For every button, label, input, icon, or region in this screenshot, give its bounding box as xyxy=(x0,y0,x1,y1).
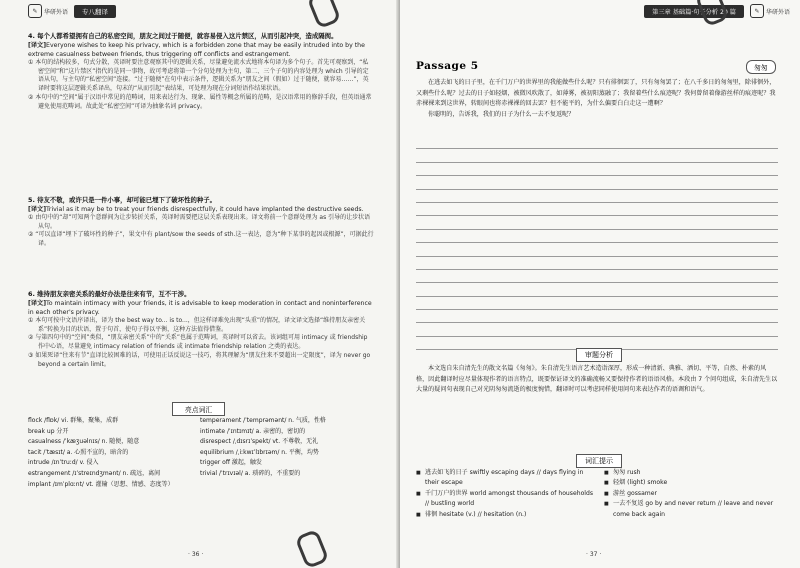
sentence-item-5 xyxy=(28,196,374,249)
vocab-item: temperament /ˈtemprəmənt/ n. 气质，性格 xyxy=(200,417,326,424)
vocab-hint-item: ■ 一去不复返 go by and never return // leave and never come back again xyxy=(604,499,780,520)
answer-line[interactable] xyxy=(416,230,778,243)
publisher-logo xyxy=(750,4,790,18)
passage-paragraph: 你聪明的，告诉我，我们的日子为什么一去不复返呢？ xyxy=(428,110,575,118)
vocab-hint-item: ■ 游丝 gossamer xyxy=(604,489,780,499)
vocab-item: break up 分开 xyxy=(28,427,69,435)
vocab-item: flock /flɒk/ vi. 群集，聚集，成群 xyxy=(28,417,119,424)
analysis-title: 审题分析 xyxy=(576,348,622,362)
answer-line[interactable] xyxy=(416,149,778,162)
trans-label: [译文] xyxy=(28,42,47,49)
passage-paragraph: 在逃去如飞的日子里，在千门万户的世界里的我能做些什么呢？只有徘徊罢了，只有匆匆罢了；在八千多日的匆匆里，除徘徊外，又剩些什么呢？过去的日子如轻烟，被微风吹散了，如薄雾，被初阳蒸融了；我留着些什么痕迹呢？我何曾留着像游丝样的痕迹呢？我赤裸裸来到这世界，转眼间也将赤裸裸的回去罢？但不能平的，为什么偏要白白走这一遭啊？ xyxy=(416,79,776,107)
analysis-text: 本文选自朱自清先生的散文名篇《匆匆》。朱自清先生语言艺术造诣深厚，形成一种清新、典雅、洒切、平等，自然、朴素的风格，因此翻译时应尽量体现作者的语言特点，既要保证译文的准确流畅又要保持作者的语语风格。本段由 7 个问句组成，朱自清先生以大量的疑问句表现自己对光阴匆匆流逝的极度惋惜，翻译时可以考虑同样使用问句来表达作者的语调和语气。 xyxy=(416,365,778,393)
vocab-item: equilibrium /ˌiːkwɪˈlɪbrɪəm/ n. 平衡，均势 xyxy=(200,448,319,456)
translation xyxy=(28,41,374,59)
logo-text: 华研外语 xyxy=(44,8,69,16)
translation-text: Everyone wishes to keep his privacy, which is a forbidden zone that may be easily intruded into by the extreme casualness between friends, thus triggering off conflicts and estrangement. xyxy=(28,42,365,58)
answer-line[interactable] xyxy=(416,270,778,283)
answer-line[interactable] xyxy=(416,243,778,256)
sentence-heading: 6. 维持朋友亲密关系的最好办法是往来有节，互不干涉。 xyxy=(28,290,191,298)
vocab-item: disrespect /ˌdɪsrɪˈspekt/ vt. 不尊敬，无礼 xyxy=(200,438,319,446)
passage-label: Passage 5 xyxy=(416,60,479,72)
answer-line[interactable] xyxy=(416,203,778,216)
answer-line[interactable] xyxy=(416,283,778,296)
vocab-hint-left xyxy=(416,468,594,520)
answer-line[interactable] xyxy=(416,136,778,149)
answer-line[interactable] xyxy=(416,257,778,270)
vocab-item: intimate /ˈɪntɪmɪt/ a. 亲密的，密切的 xyxy=(200,427,306,435)
note: ② 本句中的“空间”属于汉语中常见的范畴词，用来表达行为、现象、属性等概念所属的范畴，是汉语常用的修辞手段，但英语通常避免使用范畴词。故此处“私密空间”可译为抽象名词 privacy。 xyxy=(28,93,372,110)
sentence-item-6 xyxy=(28,290,374,369)
binder-ring-icon xyxy=(307,0,342,29)
vocab-hint-item: ■ 逃去如飞的日子 swiftly escaping days // days flying in their escape xyxy=(416,468,594,489)
vocab-item: trigger off 激起，触发 xyxy=(200,459,262,467)
answer-line[interactable] xyxy=(416,216,778,229)
passage-text xyxy=(416,78,778,120)
left-page xyxy=(0,0,398,568)
header-tag: 第三章 基础篇·句子分析 20 篇 xyxy=(644,5,744,18)
note: ① 本句可按中文语序译出，译为 the best way to... is to...，但这样译难免出现“头重”的情况，译文译文选择“维持朋友亲密关系”转换为目的状语，置于句首，使句子得以平衡，这种方法值得借鉴。 xyxy=(28,317,366,333)
vocab-item: implant /ɪmˈplɑːnt/ vt. 灌输（思想、情感、态度等） xyxy=(28,480,174,488)
right-page xyxy=(400,0,800,568)
answer-line[interactable] xyxy=(416,310,778,323)
header-tag: 专八翻译 xyxy=(74,5,116,18)
binder-ring-icon xyxy=(295,529,330,568)
passage-title: 匆匆 xyxy=(746,60,776,74)
vocab-item: casualness /ˈkæʒuəlnɪs/ n. 随便，随意 xyxy=(28,438,140,446)
translation-text: To maintain intimacy with your friends, it is advisable to keep moderation in contact and noninterference in each other's privacy. xyxy=(28,300,372,316)
answer-line[interactable] xyxy=(416,163,778,176)
vocab-hint-item: ■ 徘徊 hesitate (v.) // hesitation (n.) xyxy=(416,510,594,520)
note: ① 本句的结构较多，句式分散，英译时要注意观察其中的逻辑关系，尽量避免流水式地将本句译为多个句子。首先可观察到，“私密空间”和“这片禁区”指代的是同一事物，故可考虑将第一个分句处理为主句，第二、三个子句的内容处理为 which 引导的定语从句，与主句的“私密空间”连接。“过于随便”在句中表示条件，逻辑关系为“朋友之间（假如）过于随便，就容易……”，英译时要将这层逻辑关系译出，句末的“从而引起”表结果，可处理为现在分词短语作结果状语。 xyxy=(28,59,369,93)
vocab-list-right xyxy=(200,416,380,480)
vocab-list-left xyxy=(28,416,188,490)
page-number: · 36 · xyxy=(188,551,204,558)
translation-text: Trivial as it may be to treat your friends disrespectfully, it could have implanted the destructive seeds. xyxy=(46,206,364,213)
vocab-item: tacit /ˈtæsɪt/ a. 心照不宣的，暗含的 xyxy=(28,448,129,456)
vocab-title: 亮点词汇 xyxy=(172,402,225,416)
vocab-item: trivial /ˈtrɪvɪəl/ a. 琐碎的，不重要的 xyxy=(200,469,301,477)
vocab-hint-item: ■ 匆匆 rush xyxy=(604,468,780,478)
publisher-logo xyxy=(28,4,68,18)
sentence-heading: 4. 每个人都希望拥有自己的私密空间，朋友之间过于随便，就容易侵入这片禁区，从而引起冲突，造成隔阂。 xyxy=(28,32,338,40)
answer-line[interactable] xyxy=(416,190,778,203)
vocab-hint-title: 词汇提示 xyxy=(576,454,622,468)
vocab-hint-item: ■ 千门万户的世界 world amongst thousands of households // bustling world xyxy=(416,489,594,510)
logo-text: 华研外语 xyxy=(765,8,790,16)
page-number: · 37 · xyxy=(586,551,602,558)
note: ① 由句中的“却”可知两个意群间为让步转折关系，英译时需要把这层关系表现出来。译文将前一个意群处理为 as 引导的让步状语从句。 xyxy=(28,214,371,230)
vocab-item: intrude /ɪnˈtruːd/ v. 侵入 xyxy=(28,459,99,467)
note: ② 与第四句中的“空间”类似，“朋友亲密关系”中的“关系”也属于范畴词，英译时可以省去。该词组可用 intimacy 或 friendship 作中心语，尽量避免 intimacy relation of friends 或 intimate friendship relation 之类的表达。 xyxy=(28,334,368,351)
translation xyxy=(28,205,374,214)
answer-line[interactable] xyxy=(416,323,778,336)
left-header xyxy=(28,4,116,18)
vocab-item: estrangement /ɪˈstreɪndʒmənt/ n. 疏远，离间 xyxy=(28,469,161,477)
vocab-hint-item: ■ 轻烟 (light) smoke xyxy=(604,478,780,488)
answer-line[interactable] xyxy=(416,297,778,310)
note: ② “可以直译“埋下了破坏性的种子”，果文中有 plant/sow the seeds of sth.这一表达，意为“种下某事的起因或根源”，可据此行译。 xyxy=(28,231,374,248)
answer-lines[interactable] xyxy=(416,136,778,350)
trans-label: [译文] xyxy=(28,206,47,213)
vocab-hint-right xyxy=(604,468,780,520)
logo-icon: ✎ xyxy=(750,4,764,18)
translation xyxy=(28,299,374,317)
logo-icon: ✎ xyxy=(28,4,42,18)
sentence-item-4 xyxy=(28,32,374,111)
answer-line[interactable] xyxy=(416,176,778,189)
note: ③ 如果死译“往来有节”直译比较困难的话，可使用正话反说这一技巧，将其理解为“朋友往来不要超出一定限度”，译为 never go beyond a certain limit。 xyxy=(28,351,371,368)
trans-label: [译文] xyxy=(28,300,47,307)
sentence-heading: 5. 待友不敬，或许只是一件小事，却可能已埋下了破坏性的种子。 xyxy=(28,196,217,204)
